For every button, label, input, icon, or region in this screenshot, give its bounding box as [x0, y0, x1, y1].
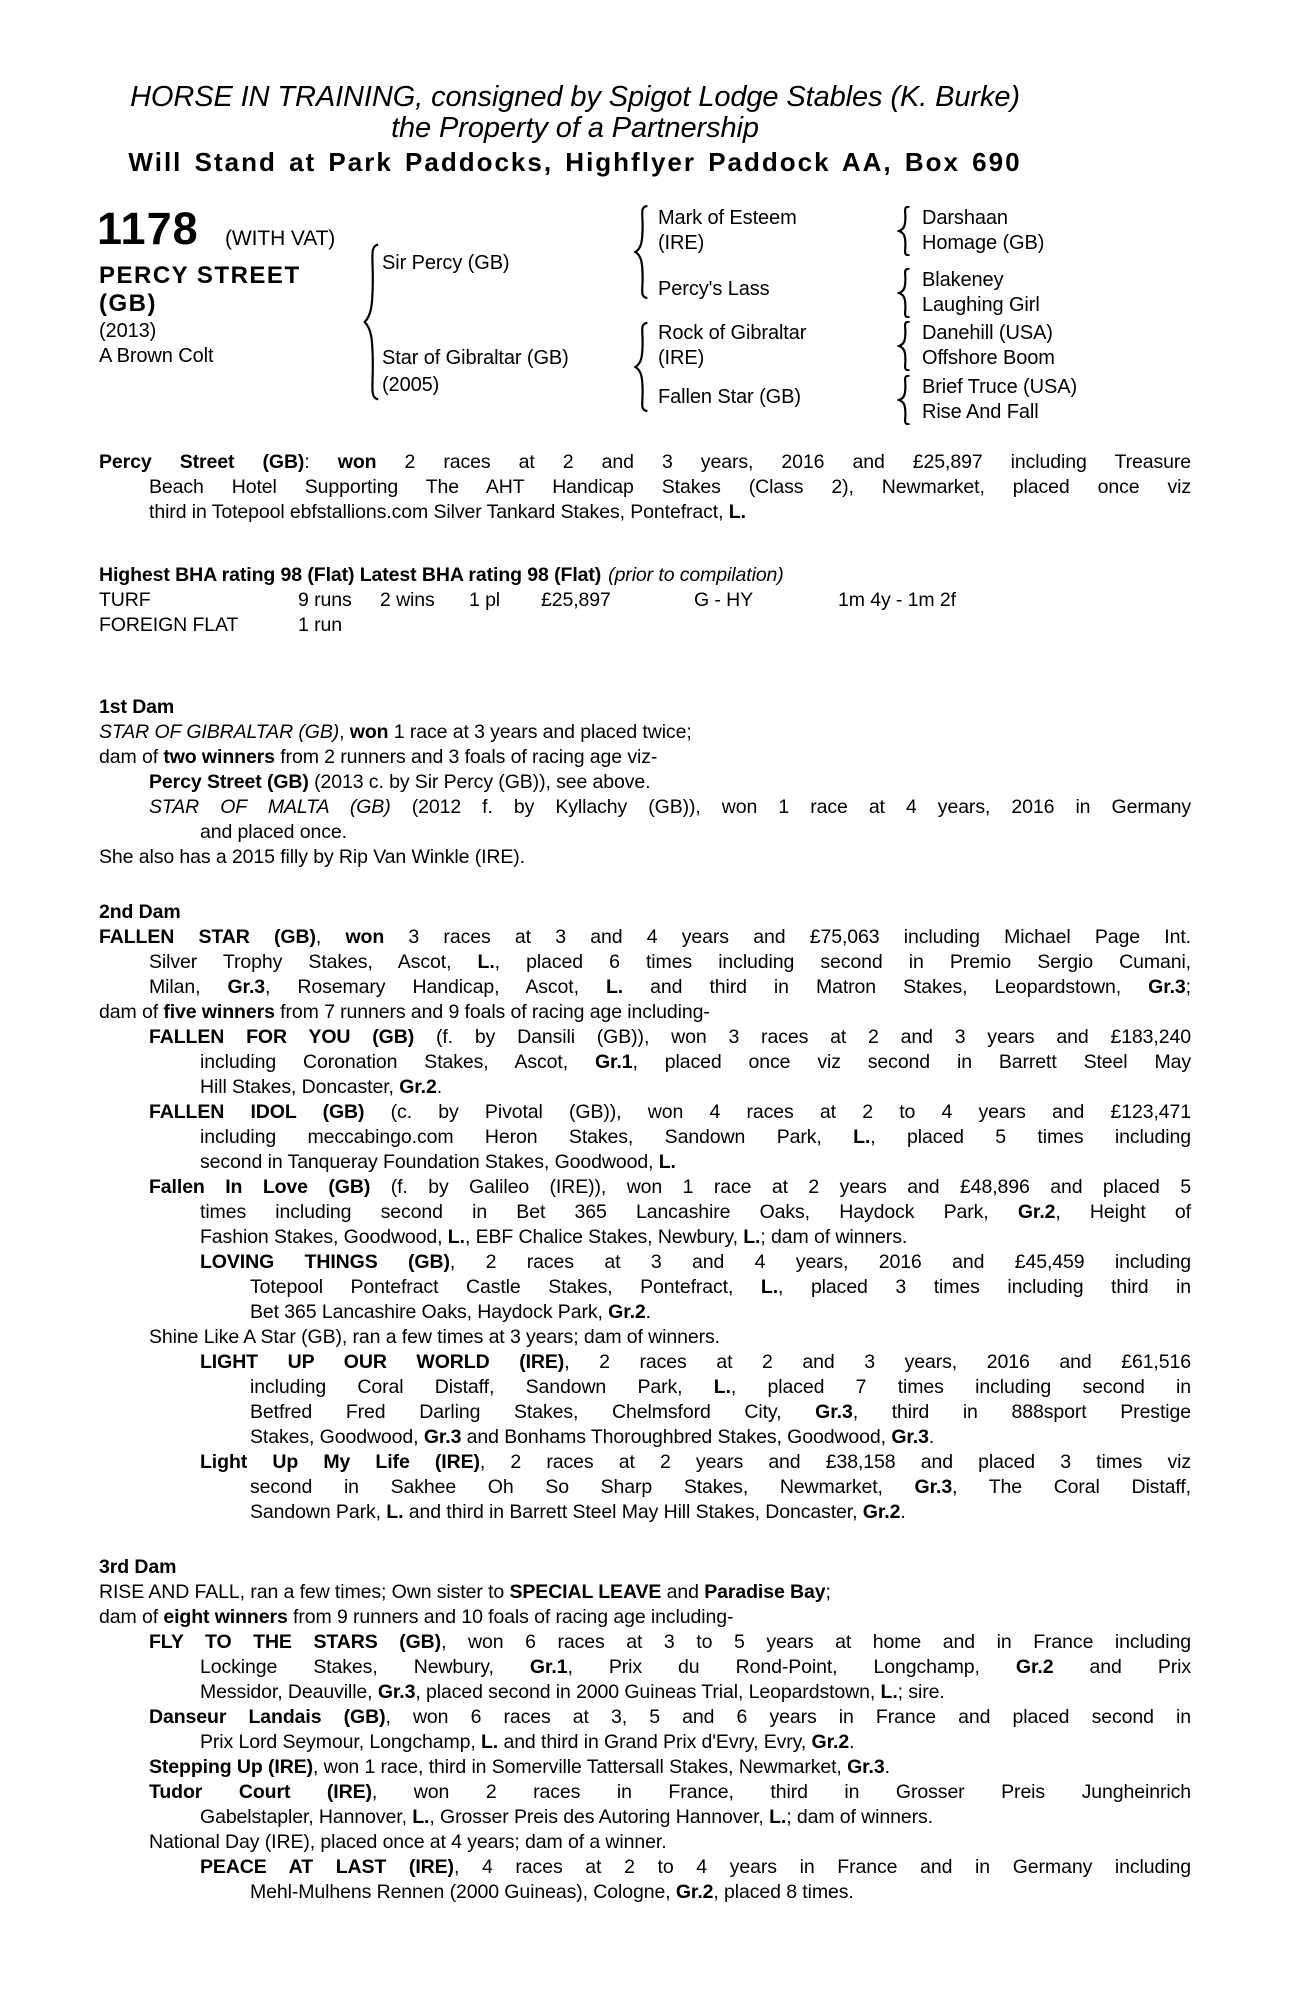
text-run: , placed 7 times including second in [730, 1376, 1192, 1398]
text-line [99, 1175, 1191, 1200]
text-run: dam of [99, 1606, 164, 1628]
text-run: , [339, 721, 350, 743]
rating-cell: G - HY [694, 589, 753, 611]
text-run: Gr.3 [815, 1401, 853, 1423]
text-run: RISE AND FALL, ran a few times; Own sister to [99, 1581, 510, 1603]
text-line [99, 1680, 1191, 1705]
text-run: , EBF Chalice Stakes, Newbury, [464, 1226, 744, 1248]
text-run: Gr.3 [1148, 976, 1186, 998]
text-run: L. [743, 1226, 761, 1248]
text-run: eight winners [163, 1606, 288, 1628]
text-run: , Rosemary Handicap, Ascot, [265, 976, 606, 998]
text-run: , won 2 races in France, third in Grosser Preis Jungheinrich [371, 1781, 1192, 1803]
text-line [99, 1350, 1191, 1375]
gen3-danehill: Danehill (USA) [922, 322, 1053, 344]
text-run: . [436, 1076, 443, 1098]
gen3-laughing-girl: Laughing Girl [922, 294, 1040, 316]
text-run: LIGHT UP OUR WORLD (IRE) [200, 1351, 565, 1373]
text-run: : [304, 451, 338, 473]
text-run: including Coral Distaff, Sandown Park, [250, 1376, 714, 1398]
text-line [99, 1375, 1191, 1400]
text-run: 1 race at 3 years and placed twice; [388, 721, 692, 743]
text-run: STAR OF GIBRALTAR (GB) [99, 721, 340, 743]
lot-number: 1178 [97, 203, 199, 254]
text-line [99, 1325, 1191, 1350]
text-line [99, 1580, 1191, 1605]
text-run: Shine Like A Star (GB), ran a few times at 3 years; dam of winners. [149, 1326, 720, 1348]
text-run: 3rd Dam [99, 1556, 177, 1578]
text-run: ; dam of winners. [786, 1806, 933, 1828]
text-line [99, 500, 1191, 525]
rating-stats [99, 588, 1191, 638]
text-run: Paradise Bay [704, 1581, 826, 1603]
pedigree-brace-gg1 [897, 206, 911, 256]
text-run: ; [1185, 976, 1191, 998]
text-run: L. [412, 1806, 430, 1828]
text-line [99, 1000, 1191, 1025]
text-run: Gr.3 [914, 1476, 953, 1498]
text-line [99, 1275, 1191, 1300]
text-run: L. [480, 1731, 499, 1753]
text-run: ; dam of winners. [760, 1226, 908, 1248]
text-run: , Grosser Preis des Autoring Hannover, [429, 1806, 770, 1828]
second-dam [99, 900, 1191, 1525]
gen3-darshaan: Darshaan [922, 207, 1008, 229]
text-run: Gr.3 [891, 1426, 929, 1448]
text-run: (2012 f. by Kyllachy (GB)), won 1 race at 4 years, 2016 in Germany [390, 796, 1191, 818]
text-run: Gr.2 [675, 1881, 714, 1903]
text-run: Fashion Stakes, Goodwood, [200, 1226, 448, 1248]
text-run: FALLEN IDOL (GB) [149, 1101, 365, 1123]
text-run: 2nd Dam [99, 901, 181, 923]
text-run: and placed once. [200, 821, 347, 843]
text-line [99, 1475, 1191, 1500]
text-run: Betfred Fred Darling Stakes, Chelmsford City, [250, 1401, 816, 1423]
text-run: 1st Dam [99, 696, 175, 718]
text-line [99, 1425, 1191, 1450]
rating-row [99, 613, 1191, 638]
text-run: Gr.2 [1017, 1201, 1056, 1223]
text-run: , 2 races at 3 and 4 years, 2016 and £45,459 including [449, 1251, 1192, 1273]
rating-cell: 1 run [298, 614, 342, 636]
text-run: National Day (IRE), placed once at 4 years; dam of a winner. [149, 1831, 667, 1853]
text-run: , 4 races at 2 to 4 years in France and in Germany including [453, 1856, 1191, 1878]
text-line [99, 1630, 1191, 1655]
pedigree-brace-dam [633, 322, 649, 412]
sire-sire-suffix: (IRE) [658, 232, 705, 254]
text-line [99, 1655, 1191, 1680]
text-run: , placed 3 times including third in [778, 1276, 1192, 1298]
page-header [95, 82, 1055, 177]
pedigree-brace-gen1 [362, 243, 380, 401]
text-line [99, 1225, 1191, 1250]
vat-note: (WITH VAT) [225, 227, 336, 250]
text-run: and Bonhams Thoroughbred Stakes, Goodwood, [461, 1426, 892, 1448]
text-line [99, 1250, 1191, 1275]
rating-heading [99, 563, 1191, 588]
text-run: second in Sakhee Oh So Sharp Stakes, Newmarket, [250, 1476, 915, 1498]
text-run: Milan, [149, 976, 228, 998]
text-run: 2 races at 2 and 3 years, 2016 and £25,897 including Treasure [376, 451, 1191, 473]
text-run: Gr.2 [1015, 1656, 1054, 1678]
text-run: FALLEN FOR YOU (GB) [149, 1026, 415, 1048]
text-line [99, 1300, 1191, 1325]
text-run: from 2 runners and 3 foals of racing age viz- [274, 746, 658, 768]
horse-name-line1: PERCY STREET [99, 262, 301, 289]
text-run: (f. by Galileo (IRE)), won 1 race at 2 years and £48,896 and placed 5 [370, 1176, 1191, 1198]
text-run: and third in Matron Stakes, Leopardstown, [623, 976, 1149, 998]
text-run: , won 6 races at 3, 5 and 6 years in France and placed second in [385, 1706, 1191, 1728]
text-run: , third in 888sport Prestige [852, 1401, 1191, 1423]
text-run: Danseur Landais (GB) [149, 1706, 386, 1728]
text-run: (f. by Dansili (GB)), won 3 races at 2 and 3 years and £183,240 [414, 1026, 1191, 1048]
text-run: , placed once viz second in Barrett Steel May [632, 1051, 1191, 1073]
text-line [99, 900, 1191, 925]
text-run: Hill Stakes, Doncaster, [200, 1076, 400, 1098]
text-run: Gr.3 [377, 1681, 416, 1703]
location-line: Will Stand at Park Paddocks, Highflyer Paddock AA, Box 690 [128, 147, 1022, 177]
gen3-offshore-boom: Offshore Boom [922, 347, 1055, 369]
text-run: and Prix [1053, 1656, 1192, 1678]
gen3-homage: Homage (GB) [922, 232, 1045, 254]
dam-dam-name: Fallen Star (GB) [658, 386, 801, 408]
text-run: Gr.2 [608, 1301, 646, 1323]
text-run: Gr.3 [227, 976, 266, 998]
text-run: , The Coral Distaff, [952, 1476, 1191, 1498]
text-run: dam of [99, 746, 164, 768]
text-run: FALLEN STAR (GB) [99, 926, 316, 948]
text-run: 3 races at 3 and 4 years and £75,063 including Michael Page Int. [384, 926, 1191, 948]
text-run: SPECIAL LEAVE [509, 1581, 662, 1603]
text-run: Fallen In Love (GB) [149, 1176, 371, 1198]
rating-cell: 9 runs [298, 589, 352, 611]
colour-description: A Brown Colt [99, 345, 214, 367]
text-run: Gr.1 [594, 1051, 633, 1073]
text-run: Percy Street (GB) [149, 771, 309, 793]
text-run: and third in Barrett Steel May Hill Stakes, Doncaster, [403, 1501, 863, 1523]
rating-row [99, 588, 1191, 613]
text-line [99, 1805, 1191, 1830]
text-line [99, 1605, 1191, 1630]
text-line [99, 475, 1191, 500]
text-run: Mehl-Mulhens Rennen (2000 Guineas), Cologne, [250, 1881, 676, 1903]
text-line [99, 1855, 1191, 1880]
text-line [99, 450, 1191, 475]
gen3-brief-truce: Brief Truce (USA) [922, 376, 1077, 398]
text-run: Gr.2 [399, 1076, 437, 1098]
text-run: Bet 365 Lancashire Oaks, Haydock Park, [250, 1301, 609, 1323]
gen3-rise-and-fall: Rise And Fall [922, 401, 1039, 423]
text-run: L. [728, 501, 746, 523]
text-line [99, 1880, 1191, 1905]
text-line [99, 1025, 1191, 1050]
text-run: Sandown Park, [250, 1501, 387, 1523]
dam-year: (2005) [382, 374, 440, 396]
text-run: third in Totepool ebfstallions.com Silver Tankard Stakes, Pontefract, [149, 501, 729, 523]
text-run: STAR OF MALTA (GB) [149, 796, 391, 818]
text-run: , 2 races at 2 years and £38,158 and placed 3 times viz [479, 1451, 1191, 1473]
rating-cell: 1 pl [469, 589, 501, 611]
dam-sire-name: Rock of Gibraltar [658, 322, 807, 344]
text-run: . [849, 1731, 855, 1753]
text-run: Percy Street (GB) [99, 451, 305, 473]
rating-cell: 1m 4y - 1m 2f [838, 589, 956, 611]
text-run: FLY TO THE STARS (GB) [149, 1631, 442, 1653]
property-line: the Property of a Partnership [391, 112, 759, 144]
text-run: L. [447, 1226, 465, 1248]
pedigree-brace-sire [633, 205, 649, 299]
text-run: (c. by Pivotal (GB)), won 4 races at 2 to 4 years and £123,471 [364, 1101, 1191, 1123]
text-run: Stepping Up (IRE) [149, 1756, 314, 1778]
text-run: won [349, 721, 389, 743]
text-run: won [345, 926, 385, 948]
text-run: L. [760, 1276, 779, 1298]
text-run: won [337, 451, 377, 473]
text-run: PEACE AT LAST (IRE) [200, 1856, 454, 1878]
consignor-line: HORSE IN TRAINING, consigned by Spigot Lodge Stables (K. Burke) [130, 81, 1020, 113]
gen3-blakeney: Blakeney [922, 269, 1004, 291]
text-run: She also has a 2015 filly by Rip Van Winkle (IRE). [99, 846, 525, 868]
text-line [99, 745, 1191, 770]
rating-heading-note: (prior to compilation) [608, 564, 784, 586]
text-run: Gr.2 [862, 1501, 901, 1523]
sire-sire-name: Mark of Esteem [658, 207, 797, 229]
text-line [99, 1125, 1191, 1150]
sire-name: Sir Percy (GB) [382, 252, 510, 274]
text-run: Light Up My Life (IRE) [200, 1451, 480, 1473]
text-line [99, 1050, 1191, 1075]
text-line [99, 925, 1191, 950]
text-run: , won 1 race, third in Somerville Tattersall Stakes, Newmarket, [313, 1756, 848, 1778]
text-line [99, 695, 1191, 720]
text-run: L. [880, 1681, 898, 1703]
text-run: L. [769, 1806, 787, 1828]
text-run: Prix Lord Seymour, Longchamp, [200, 1731, 481, 1753]
text-run: . [884, 1756, 890, 1778]
rating-cell: £25,897 [541, 589, 611, 611]
text-run: , placed 5 times including [870, 1126, 1191, 1148]
text-line [99, 770, 1191, 795]
text-run: L. [853, 1126, 871, 1148]
horse-name-line2: (GB) [99, 290, 157, 317]
text-run: including meccabingo.com Heron Stakes, Sandown Park, [200, 1126, 854, 1148]
text-line [99, 1200, 1191, 1225]
sire-dam-name: Percy's Lass [658, 278, 770, 300]
text-run: . [900, 1501, 906, 1523]
text-line [99, 1075, 1191, 1100]
text-run: second in Tanqueray Foundation Stakes, Goodwood, [200, 1151, 659, 1173]
text-run: five winners [163, 1001, 275, 1023]
text-run: Messidor, Deauville, [200, 1681, 378, 1703]
text-run: ; sire. [897, 1681, 945, 1703]
text-run: Gr.2 [811, 1731, 850, 1753]
text-run: Gr.3 [847, 1756, 885, 1778]
text-line [99, 1400, 1191, 1425]
text-run: L. [386, 1501, 404, 1523]
text-run: including Coronation Stakes, Ascot, [200, 1051, 595, 1073]
text-run: . [928, 1426, 935, 1448]
text-run: Lockinge Stakes, Newbury, [200, 1656, 530, 1678]
text-run: Silver Trophy Stakes, Ascot, [149, 951, 478, 973]
text-run: L. [605, 976, 624, 998]
text-run: from 7 runners and 9 foals of racing age including- [274, 1001, 710, 1023]
pedigree-brace-gg2 [897, 268, 911, 318]
dam-name: Star of Gibraltar (GB) [382, 347, 569, 369]
text-run: dam of [99, 1001, 164, 1023]
text-run: , placed 6 times including second in Premio Sergio Cumani, [494, 951, 1191, 973]
text-run: , Height of [1055, 1201, 1191, 1223]
text-run: Tudor Court (IRE) [149, 1781, 372, 1803]
text-run: L. [658, 1151, 676, 1173]
foaling-year: (2013) [99, 320, 157, 342]
text-line [99, 1555, 1191, 1580]
text-run: , placed 8 times. [713, 1881, 854, 1903]
pedigree-brace-gg3 [897, 321, 911, 371]
text-run: and third in Grand Prix d'Evry, Evry, [498, 1731, 812, 1753]
text-line [99, 820, 1191, 845]
text-run: Beach Hotel Supporting The AHT Handicap Stakes (Class 2), Newmarket, placed once viz [149, 476, 1191, 498]
text-run: Gabelstapler, Hannover, [200, 1806, 413, 1828]
text-line [99, 1755, 1191, 1780]
rating-heading-bold: Highest BHA rating 98 (Flat) Latest BHA rating 98 (Flat) [99, 564, 602, 586]
rating-row-label: TURF [99, 589, 151, 611]
text-run: , won 6 races at 3 to 5 years at home and in France including [441, 1631, 1191, 1653]
pedigree-brace-gg4 [897, 375, 911, 425]
text-run: Totepool Pontefract Castle Stakes, Pontefract, [250, 1276, 761, 1298]
first-dam [99, 695, 1191, 870]
text-line [99, 1830, 1191, 1855]
text-line [99, 975, 1191, 1000]
text-run: two winners [163, 746, 275, 768]
third-dam [99, 1555, 1191, 1905]
text-line [99, 1780, 1191, 1805]
text-run: . [645, 1301, 651, 1323]
text-run: from 9 runners and 10 foals of racing age including- [287, 1606, 734, 1628]
text-line [99, 1730, 1191, 1755]
text-run: L. [477, 951, 495, 973]
text-run: ; [825, 1581, 831, 1603]
text-line [99, 1705, 1191, 1730]
text-run: times including second in Bet 365 Lancashire Oaks, Haydock Park, [200, 1201, 1018, 1223]
dam-sire-suffix: (IRE) [658, 347, 705, 369]
text-run: , [315, 926, 346, 948]
text-run: LOVING THINGS (GB) [200, 1251, 450, 1273]
rating-block [99, 563, 1191, 638]
text-line [99, 1150, 1191, 1175]
text-line [99, 1500, 1191, 1525]
text-line [99, 845, 1191, 870]
text-run: and [661, 1581, 705, 1603]
text-line [99, 1100, 1191, 1125]
text-line [99, 795, 1191, 820]
text-run: (2013 c. by Sir Percy (GB)), see above. [308, 771, 651, 793]
text-run: Gr.3 [423, 1426, 462, 1448]
race-record [99, 450, 1191, 525]
text-run: Stakes, Goodwood, [250, 1426, 424, 1448]
text-run: Gr.1 [529, 1656, 568, 1678]
text-line [99, 950, 1191, 975]
text-run: , 2 races at 2 and 3 years, 2016 and £61,516 [564, 1351, 1191, 1373]
text-run: L. [713, 1376, 731, 1398]
text-line [99, 720, 1191, 745]
text-line [99, 1450, 1191, 1475]
rating-row-label: FOREIGN FLAT [99, 614, 239, 636]
text-run: , Prix du Rond-Point, Longchamp, [567, 1656, 1016, 1678]
text-run: , placed second in 2000 Guineas Trial, Leopardstown, [415, 1681, 881, 1703]
rating-cell: 2 wins [380, 589, 435, 611]
